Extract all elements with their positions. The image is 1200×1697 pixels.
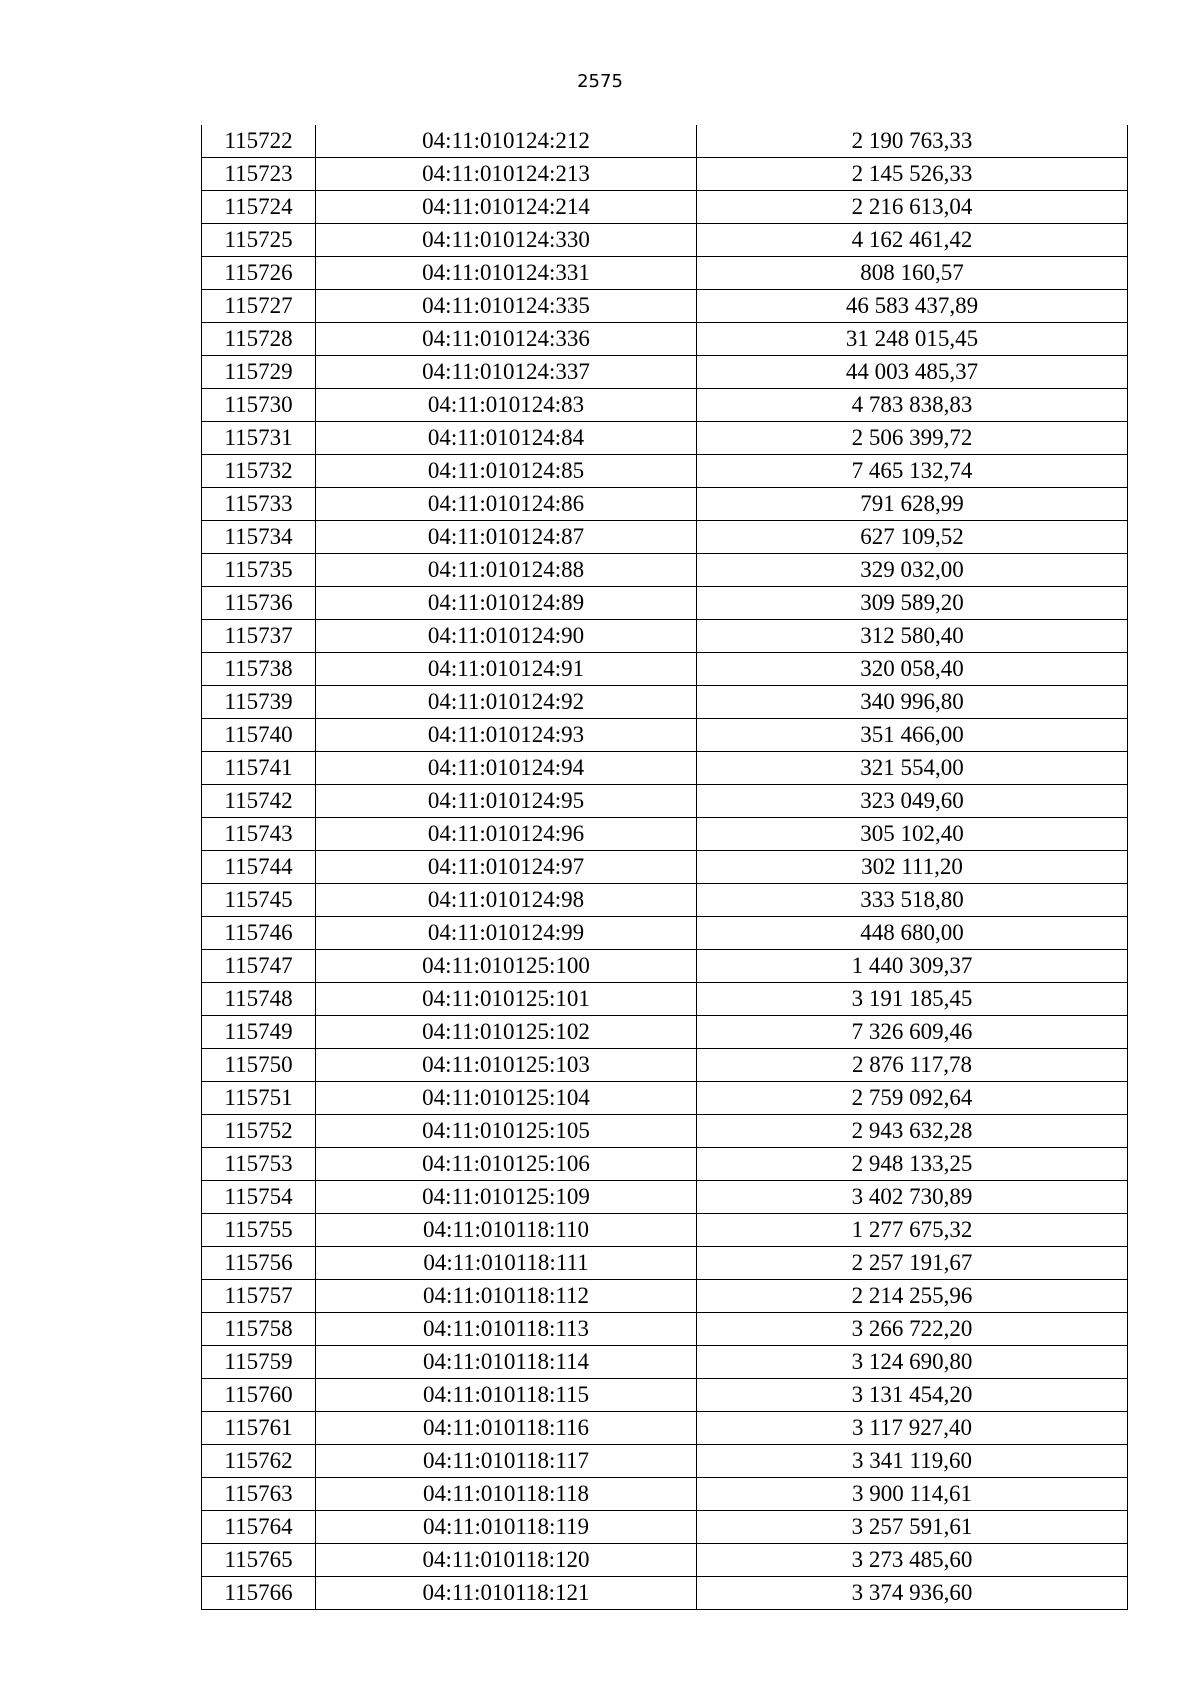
row-number-cell: 115742	[202, 785, 316, 818]
cadastral-value-cell: 7 465 132,74	[697, 455, 1128, 488]
cadastral-number-cell: 04:11:010124:91	[316, 653, 697, 686]
table-row	[202, 950, 1128, 983]
cadastral-number-cell: 04:11:010124:330	[316, 224, 697, 257]
cadastral-number-cell: 04:11:010124:336	[316, 323, 697, 356]
cadastral-value-cell: 329 032,00	[697, 554, 1128, 587]
row-number-cell: 115724	[202, 191, 316, 224]
cadastral-value-cell: 1 277 675,32	[697, 1214, 1128, 1247]
row-number-cell: 115732	[202, 455, 316, 488]
cadastral-number-cell: 04:11:010125:104	[316, 1082, 697, 1115]
cadastral-number-cell: 04:11:010124:212	[316, 125, 697, 158]
cadastral-value-cell: 2 216 613,04	[697, 191, 1128, 224]
cadastral-number-cell: 04:11:010124:98	[316, 884, 697, 917]
cadastral-number-cell: 04:11:010124:84	[316, 422, 697, 455]
table-row	[202, 158, 1128, 191]
row-number-cell: 115723	[202, 158, 316, 191]
cadastral-value-cell: 321 554,00	[697, 752, 1128, 785]
cadastral-number-cell: 04:11:010118:114	[316, 1346, 697, 1379]
cadastral-value-cell: 3 266 722,20	[697, 1313, 1128, 1346]
table-row	[202, 1511, 1128, 1544]
cadastral-number-cell: 04:11:010118:120	[316, 1544, 697, 1577]
table-row	[202, 521, 1128, 554]
row-number-cell: 115751	[202, 1082, 316, 1115]
table-row	[202, 125, 1128, 158]
cadastral-number-cell: 04:11:010125:103	[316, 1049, 697, 1082]
cadastral-number-cell: 04:11:010124:213	[316, 158, 697, 191]
row-number-cell: 115759	[202, 1346, 316, 1379]
row-number-cell: 115752	[202, 1115, 316, 1148]
table-row	[202, 1379, 1128, 1412]
table-row	[202, 1313, 1128, 1346]
row-number-cell: 115731	[202, 422, 316, 455]
row-number-cell: 115750	[202, 1049, 316, 1082]
cadastral-value-cell: 3 117 927,40	[697, 1412, 1128, 1445]
row-number-cell: 115730	[202, 389, 316, 422]
cadastral-value-cell: 3 402 730,89	[697, 1181, 1128, 1214]
cadastral-value-cell: 3 900 114,61	[697, 1478, 1128, 1511]
table-row	[202, 1478, 1128, 1511]
row-number-cell: 115753	[202, 1148, 316, 1181]
cadastral-number-cell: 04:11:010124:89	[316, 587, 697, 620]
cadastral-value-cell: 351 466,00	[697, 719, 1128, 752]
cadastral-number-cell: 04:11:010118:113	[316, 1313, 697, 1346]
table-row	[202, 1346, 1128, 1379]
row-number-cell: 115758	[202, 1313, 316, 1346]
cadastral-number-cell: 04:11:010118:112	[316, 1280, 697, 1313]
cadastral-number-cell: 04:11:010124:99	[316, 917, 697, 950]
row-number-cell: 115725	[202, 224, 316, 257]
cadastral-value-cell: 3 191 185,45	[697, 983, 1128, 1016]
table-row	[202, 224, 1128, 257]
table-row	[202, 389, 1128, 422]
cadastral-value-cell: 2 948 133,25	[697, 1148, 1128, 1181]
row-number-cell: 115744	[202, 851, 316, 884]
cadastral-value-cell: 2 190 763,33	[697, 125, 1128, 158]
cadastral-value-cell: 7 326 609,46	[697, 1016, 1128, 1049]
cadastral-number-cell: 04:11:010124:87	[316, 521, 697, 554]
cadastral-value-cell: 46 583 437,89	[697, 290, 1128, 323]
cadastral-value-cell: 312 580,40	[697, 620, 1128, 653]
cadastral-number-cell: 04:11:010124:96	[316, 818, 697, 851]
table-row	[202, 719, 1128, 752]
cadastral-number-cell: 04:11:010118:117	[316, 1445, 697, 1478]
row-number-cell: 115741	[202, 752, 316, 785]
table-row	[202, 1016, 1128, 1049]
cadastral-number-cell: 04:11:010118:111	[316, 1247, 697, 1280]
row-number-cell: 115722	[202, 125, 316, 158]
row-number-cell: 115726	[202, 257, 316, 290]
cadastral-number-cell: 04:11:010125:106	[316, 1148, 697, 1181]
row-number-cell: 115762	[202, 1445, 316, 1478]
cadastral-value-cell: 2 257 191,67	[697, 1247, 1128, 1280]
table-row	[202, 554, 1128, 587]
page-number: 2575	[577, 71, 623, 92]
row-number-cell: 115749	[202, 1016, 316, 1049]
table-row	[202, 1181, 1128, 1214]
cadastral-value-cell: 448 680,00	[697, 917, 1128, 950]
cadastral-number-cell: 04:11:010125:109	[316, 1181, 697, 1214]
cadastral-number-cell: 04:11:010118:118	[316, 1478, 697, 1511]
table-row	[202, 1115, 1128, 1148]
cadastral-number-cell: 04:11:010124:95	[316, 785, 697, 818]
table-row	[202, 1280, 1128, 1313]
row-number-cell: 115757	[202, 1280, 316, 1313]
cadastral-value-cell: 808 160,57	[697, 257, 1128, 290]
row-number-cell: 115755	[202, 1214, 316, 1247]
cadastral-value-cell: 791 628,99	[697, 488, 1128, 521]
cadastral-value-cell: 3 374 936,60	[697, 1577, 1128, 1610]
cadastral-number-cell: 04:11:010118:121	[316, 1577, 697, 1610]
cadastral-number-cell: 04:11:010124:94	[316, 752, 697, 785]
cadastral-number-cell: 04:11:010118:116	[316, 1412, 697, 1445]
table-row	[202, 422, 1128, 455]
cadastral-value-cell: 2 876 117,78	[697, 1049, 1128, 1082]
cadastral-value-cell: 44 003 485,37	[697, 356, 1128, 389]
cadastral-number-cell: 04:11:010118:119	[316, 1511, 697, 1544]
cadastral-value-cell: 2 506 399,72	[697, 422, 1128, 455]
cadastral-value-cell: 4 162 461,42	[697, 224, 1128, 257]
table-row	[202, 1412, 1128, 1445]
registry-table-body	[202, 125, 1128, 1610]
cadastral-number-cell: 04:11:010125:100	[316, 950, 697, 983]
table-row	[202, 455, 1128, 488]
row-number-cell: 115754	[202, 1181, 316, 1214]
row-number-cell: 115761	[202, 1412, 316, 1445]
table-row	[202, 290, 1128, 323]
cadastral-value-cell: 305 102,40	[697, 818, 1128, 851]
row-number-cell: 115740	[202, 719, 316, 752]
table-row	[202, 1445, 1128, 1478]
row-number-cell: 115734	[202, 521, 316, 554]
table-row	[202, 1082, 1128, 1115]
cadastral-value-cell: 323 049,60	[697, 785, 1128, 818]
registry-table	[201, 125, 1128, 1610]
table-row	[202, 917, 1128, 950]
table-row	[202, 1544, 1128, 1577]
cadastral-value-cell: 2 145 526,33	[697, 158, 1128, 191]
table-row	[202, 785, 1128, 818]
table-row	[202, 323, 1128, 356]
cadastral-value-cell: 3 124 690,80	[697, 1346, 1128, 1379]
cadastral-number-cell: 04:11:010124:331	[316, 257, 697, 290]
cadastral-value-cell: 320 058,40	[697, 653, 1128, 686]
row-number-cell: 115735	[202, 554, 316, 587]
cadastral-number-cell: 04:11:010118:115	[316, 1379, 697, 1412]
row-number-cell: 115738	[202, 653, 316, 686]
row-number-cell: 115748	[202, 983, 316, 1016]
cadastral-value-cell: 302 111,20	[697, 851, 1128, 884]
cadastral-number-cell: 04:11:010124:85	[316, 455, 697, 488]
cadastral-value-cell: 3 341 119,60	[697, 1445, 1128, 1478]
cadastral-number-cell: 04:11:010124:88	[316, 554, 697, 587]
cadastral-number-cell: 04:11:010124:86	[316, 488, 697, 521]
cadastral-number-cell: 04:11:010124:92	[316, 686, 697, 719]
table-row	[202, 752, 1128, 785]
table-row	[202, 191, 1128, 224]
table-row	[202, 1049, 1128, 1082]
cadastral-number-cell: 04:11:010124:93	[316, 719, 697, 752]
cadastral-number-cell: 04:11:010125:105	[316, 1115, 697, 1148]
table-row	[202, 1214, 1128, 1247]
row-number-cell: 115739	[202, 686, 316, 719]
row-number-cell: 115728	[202, 323, 316, 356]
cadastral-value-cell: 2 759 092,64	[697, 1082, 1128, 1115]
cadastral-value-cell: 2 214 255,96	[697, 1280, 1128, 1313]
row-number-cell: 115765	[202, 1544, 316, 1577]
cadastral-value-cell: 627 109,52	[697, 521, 1128, 554]
row-number-cell: 115764	[202, 1511, 316, 1544]
cadastral-number-cell: 04:11:010124:90	[316, 620, 697, 653]
table-row	[202, 1577, 1128, 1610]
table-row	[202, 257, 1128, 290]
table-row	[202, 620, 1128, 653]
table-row	[202, 1148, 1128, 1181]
table-row	[202, 488, 1128, 521]
row-number-cell: 115760	[202, 1379, 316, 1412]
table-row	[202, 587, 1128, 620]
row-number-cell: 115745	[202, 884, 316, 917]
cadastral-value-cell: 309 589,20	[697, 587, 1128, 620]
cadastral-value-cell: 1 440 309,37	[697, 950, 1128, 983]
row-number-cell: 115746	[202, 917, 316, 950]
row-number-cell: 115729	[202, 356, 316, 389]
cadastral-value-cell: 4 783 838,83	[697, 389, 1128, 422]
row-number-cell: 115743	[202, 818, 316, 851]
row-number-cell: 115766	[202, 1577, 316, 1610]
cadastral-number-cell: 04:11:010125:102	[316, 1016, 697, 1049]
cadastral-value-cell: 3 131 454,20	[697, 1379, 1128, 1412]
table-row	[202, 851, 1128, 884]
cadastral-number-cell: 04:11:010124:214	[316, 191, 697, 224]
table-row	[202, 818, 1128, 851]
row-number-cell: 115733	[202, 488, 316, 521]
cadastral-value-cell: 31 248 015,45	[697, 323, 1128, 356]
cadastral-value-cell: 3 257 591,61	[697, 1511, 1128, 1544]
row-number-cell: 115756	[202, 1247, 316, 1280]
cadastral-value-cell: 333 518,80	[697, 884, 1128, 917]
table-row	[202, 884, 1128, 917]
table-row	[202, 653, 1128, 686]
row-number-cell: 115763	[202, 1478, 316, 1511]
cadastral-number-cell: 04:11:010124:335	[316, 290, 697, 323]
table-row	[202, 1247, 1128, 1280]
row-number-cell: 115727	[202, 290, 316, 323]
cadastral-value-cell: 2 943 632,28	[697, 1115, 1128, 1148]
row-number-cell: 115736	[202, 587, 316, 620]
cadastral-value-cell: 3 273 485,60	[697, 1544, 1128, 1577]
table-row	[202, 356, 1128, 389]
cadastral-value-cell: 340 996,80	[697, 686, 1128, 719]
row-number-cell: 115747	[202, 950, 316, 983]
cadastral-number-cell: 04:11:010125:101	[316, 983, 697, 1016]
table-row	[202, 686, 1128, 719]
cadastral-number-cell: 04:11:010124:337	[316, 356, 697, 389]
table-row	[202, 983, 1128, 1016]
row-number-cell: 115737	[202, 620, 316, 653]
cadastral-number-cell: 04:11:010118:110	[316, 1214, 697, 1247]
cadastral-number-cell: 04:11:010124:97	[316, 851, 697, 884]
cadastral-number-cell: 04:11:010124:83	[316, 389, 697, 422]
